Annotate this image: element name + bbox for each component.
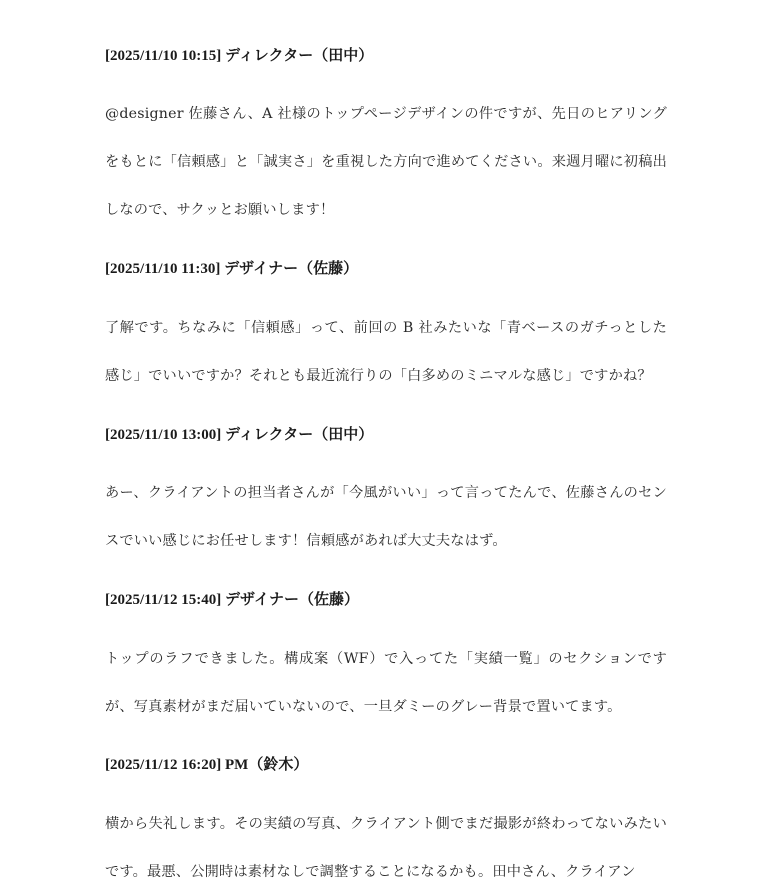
message-header: [2025/11/10 11:30] デザイナー（佐藤） bbox=[105, 261, 359, 277]
message bbox=[105, 755, 667, 775]
message-body-block bbox=[105, 469, 667, 565]
message-body-block bbox=[105, 800, 667, 896]
message-body: @designer 佐藤さん、A 社様のトップページデザインの件ですが、先日のヒアリングをもとに「信頼感」と「誠実さ」を重視した方向で進めてください。来週月曜に初稿出しなので、サクッとお願いします！ bbox=[105, 106, 667, 218]
message bbox=[105, 259, 667, 279]
message-body: あー、クライアントの担当者さんが「今風がいい」って言ってたんで、佐藤さんのセンスでいい感じにお任せします！信頼感があれば大丈夫なはず。 bbox=[105, 485, 667, 549]
message-header: [2025/11/10 13:00] ディレクター（田中） bbox=[105, 427, 374, 443]
message-header: [2025/11/10 10:15] ディレクター（田中） bbox=[105, 48, 374, 64]
message-header: [2025/11/12 15:40] デザイナー（佐藤） bbox=[105, 592, 359, 608]
message-body: 横から失礼します。その実績の写真、クライアント側でまだ撮影が終わってないみたいです。最悪、公開時は素材なしで調整することになるかも。田中さん、クライアン bbox=[105, 816, 667, 880]
message bbox=[105, 46, 667, 66]
message-body-block bbox=[105, 635, 667, 731]
message-body: トップのラフできました。構成案（WF）で入ってた「実績一覧」のセクションですが、写真素材がまだ届いていないので、一旦ダミーのグレー背景で置いてます。 bbox=[105, 651, 667, 715]
message bbox=[105, 590, 667, 610]
message bbox=[105, 425, 667, 445]
message-body-block bbox=[105, 90, 667, 234]
message-header: [2025/11/12 16:20] PM（鈴木） bbox=[105, 757, 309, 773]
message-body-block bbox=[105, 304, 667, 400]
message-body: 了解です。ちなみに「信頼感」って、前回の B 社みたいな「青ベースのガチっとした感じ」でいいですか？それとも最近流行りの「白多めのミニマルな感じ」ですかね？ bbox=[105, 320, 667, 384]
